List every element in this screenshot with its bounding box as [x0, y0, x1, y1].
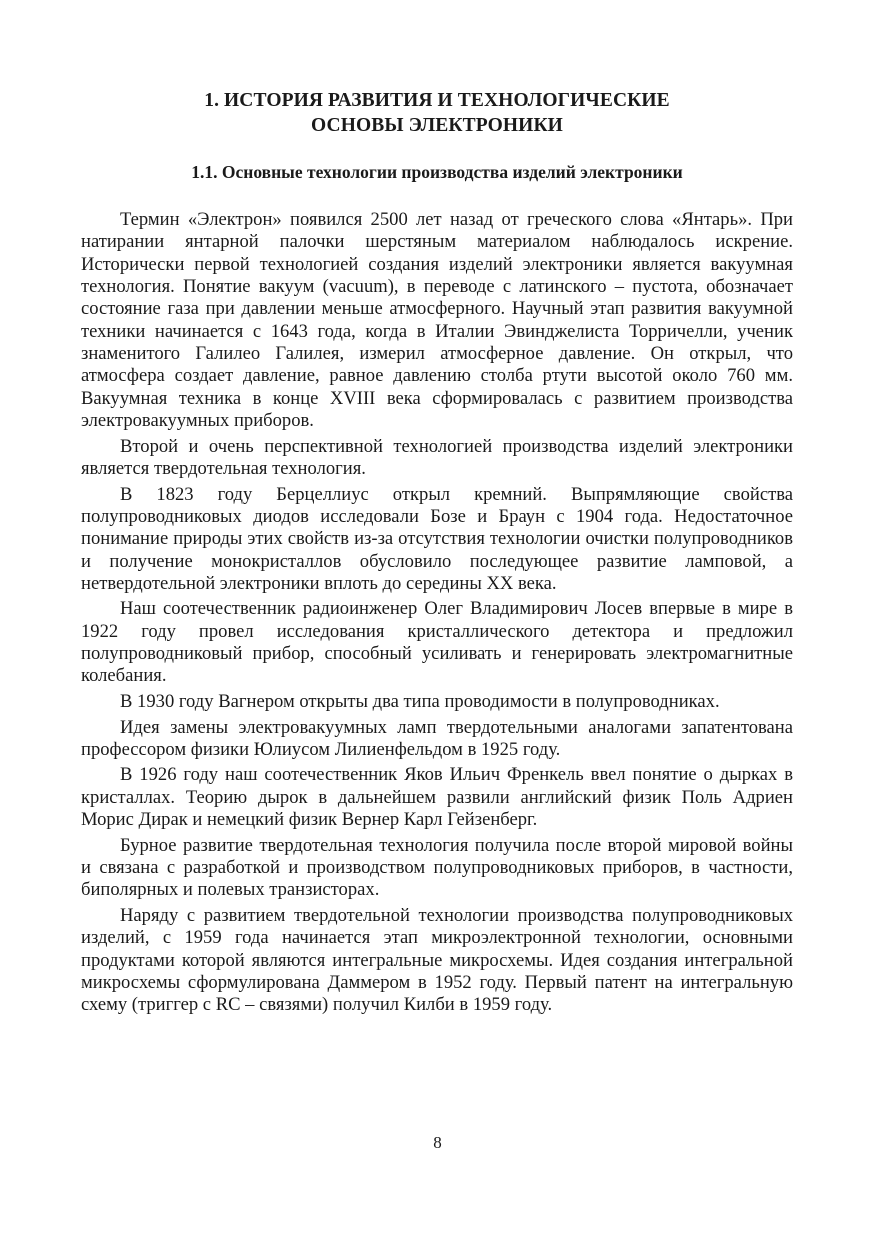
paragraph-6: Идея замены электровакуумных ламп твердотельными аналогами запатентована профессором физики Юлиусом Лилиенфельдом в 1925 году. [81, 716, 793, 760]
body-text [81, 209, 793, 1017]
paragraph-7: В 1926 году наш соотечественник Яков Ильич Френкель ввел понятие о дырках в кристаллах. Теорию дырок в дальнейшем развили английский физик Поль Адриен Морис Дирак и немецкий физик Вернер Карл Гейзенберг. [81, 764, 793, 831]
paragraph-9: Наряду с развитием твердотельной технологии производства полупроводниковых изделий, с 1959 года начинается этап микроэлектронной технологии, основными продуктами которой являются интегральные микросхемы. Идея создания интегральной микросхемы сформулирована Даммером в 1952 году. Первый патент на интегральную схему (триггер с RC – связями) получил Килби в 1959 году. [81, 904, 793, 1016]
chapter-title [81, 88, 793, 138]
paragraph-1: Термин «Электрон» появился 2500 лет назад от греческого слова «Янтарь». При натирании янтарной палочки шерстяным материалом наблюдалось искрение. Исторически первой технологией создания изделий электроники является вакуумная технология. Понятие вакуум (vacuum), в переводе с латинского – пустота, обозначает состояние газа при давлении меньше атмосферного. Научный этап развития вакуумной техники начинается с 1643 года, когда в Италии Эвинджелиста Торричелли, ученик знаменитого Галилео Галилея, измерил атмосферное давление. Он открыл, что атмосфера создает давление, равное давлению столба ртути высотой около 760 мм. Вакуумная техника в конце XVIII века сформировалась с развитием производства электровакуумных приборов. [81, 209, 793, 432]
page-number: 8 [433, 1133, 442, 1152]
chapter-title-line-2: ОСНОВЫ ЭЛЕКТРОНИКИ [311, 115, 563, 136]
paragraph-2: Второй и очень перспективной технологией производства изделий электроники является твердотельная технология. [81, 435, 793, 479]
paragraph-5: В 1930 году Вагнером открыты два типа проводимости в полупроводниках. [120, 690, 720, 712]
chapter-title-line-1: 1. ИСТОРИЯ РАЗВИТИЯ И ТЕХНОЛОГИЧЕСКИЕ [204, 90, 670, 111]
document-page [81, 88, 793, 1017]
paragraph-3: В 1823 году Берцеллиус открыл кремний. Выпрямляющие свойства полупроводниковых диодов исследовали Бозе и Браун с 1904 года. Недостаточное понимание природы этих свойств из-за отсутствия технологии очистки полупроводников и получение монокристаллов обусловило последующее развитие ламповой, а нетвердотельной электроники вплоть до середины XX века. [81, 483, 793, 594]
section-title: 1.1. Основные технологии производства изделий электроники [191, 162, 683, 182]
paragraph-4: Наш соотечественник радиоинженер Олег Владимирович Лосев впервые в мире в 1922 году провел исследования кристаллического детектора и предложил полупроводниковый прибор, способный усиливать и генерировать электромагнитные колебания. [81, 598, 793, 687]
paragraph-8: Бурное развитие твердотельная технология получила после второй мировой войны и связана с разработкой и производством полупроводниковых приборов, в частности, биполярных и полевых транзисторах. [81, 834, 793, 901]
